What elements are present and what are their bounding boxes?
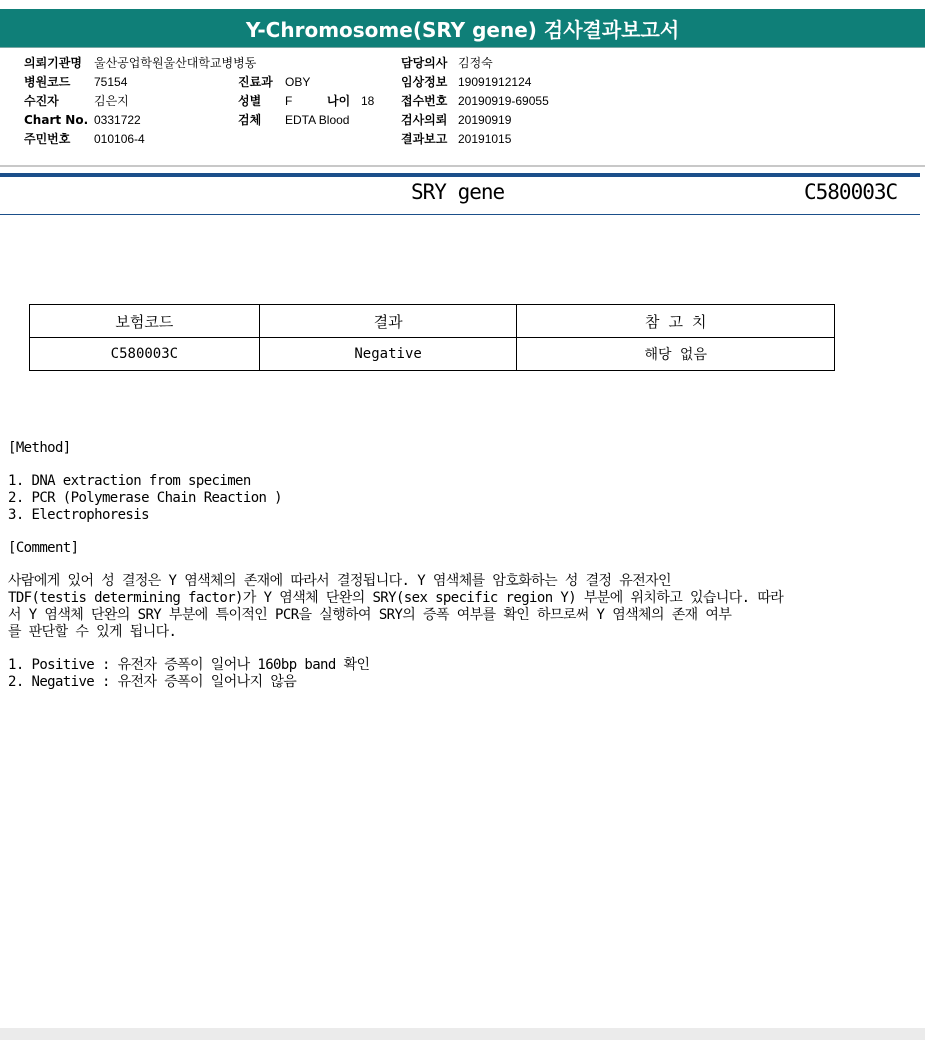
label-chart-no: Chart No. — [24, 113, 89, 127]
method-item: 1. DNA extraction from specimen — [8, 473, 251, 489]
value-chart-no: 0331722 — [94, 113, 141, 127]
patient-info-col3 — [401, 54, 549, 149]
cell-result: Negative — [259, 338, 517, 371]
section-code: C580003C — [804, 180, 898, 204]
section-bottom-rule — [0, 214, 920, 215]
label-sex: 성별 — [238, 94, 262, 108]
label-resident-no: 주민번호 — [24, 132, 71, 146]
value-clinical-info: 19091912124 — [458, 75, 532, 89]
label-hospital-code: 병원코드 — [24, 75, 71, 89]
label-clinical-info: 임상정보 — [401, 75, 448, 89]
method-heading: [Method] — [8, 440, 71, 456]
result-table — [29, 304, 835, 371]
label-receipt-no: 접수번호 — [401, 94, 448, 108]
label-report-date: 결과보고 — [401, 132, 448, 146]
value-resident-no: 010106-4 — [94, 132, 145, 146]
comment-line: 를 판단할 수 있게 됩니다. — [8, 624, 177, 640]
header-reference: 참 고 치 — [517, 305, 835, 338]
label-department: 진료과 — [238, 75, 273, 89]
section-title: SRY gene — [411, 180, 505, 204]
table-row — [30, 338, 835, 371]
label-age: 나이 — [327, 94, 351, 108]
comment-item: 2. Negative : 유전자 증폭이 일어나지 않음 — [8, 674, 297, 690]
comment-line: 서 Y 염색체 단완의 SRY 부분에 특이적인 PCR을 실행하여 SRY의 증폭 여부를 확인 하므로써 Y 염색체의 존재 여부 — [8, 607, 732, 623]
comment-line: 사람에게 있어 성 결정은 Y 염색체의 존재에 따라서 결정됩니다. Y 염색체를 암호화하는 성 결정 유전자인 — [8, 573, 671, 589]
method-item: 3. Electrophoresis — [8, 507, 149, 523]
patient-info-col2 — [238, 73, 374, 130]
label-requesting-institution: 의뢰기관명 — [24, 56, 82, 70]
value-request-date: 20190919 — [458, 113, 512, 127]
title-divider — [0, 47, 925, 48]
label-patient-name: 수진자 — [24, 94, 59, 108]
value-patient-name: 김은지 — [94, 94, 129, 108]
value-physician: 김정숙 — [458, 56, 493, 70]
label-physician: 담당의사 — [401, 56, 448, 70]
value-department: OBY — [285, 75, 311, 89]
value-specimen: EDTA Blood — [285, 113, 350, 127]
value-receipt-no: 20190919-69055 — [458, 94, 549, 108]
patient-info-col1 — [24, 54, 256, 149]
comment-line: TDF(testis determining factor)가 Y 염색체 단완의 SRY(sex specific region Y) 부분에 위치하고 있습니다. 따라 — [8, 590, 784, 606]
label-specimen: 검체 — [238, 113, 262, 127]
cell-reference: 해당 없음 — [517, 338, 835, 371]
method-item: 2. PCR (Polymerase Chain Reaction ) — [8, 490, 283, 506]
header-result: 결과 — [259, 305, 517, 338]
label-request-date: 검사의뢰 — [401, 113, 448, 127]
section-top-rule — [0, 173, 920, 177]
cell-insurance-code: C580003C — [30, 338, 260, 371]
value-sex: F — [285, 94, 293, 108]
comment-heading: [Comment] — [8, 540, 79, 556]
value-report-date: 20191015 — [458, 132, 512, 146]
value-age: 18 — [361, 94, 375, 108]
value-requesting-institution: 울산공업학원울산대학교병병동 — [94, 56, 257, 70]
table-header-row — [30, 305, 835, 338]
header-divider — [0, 165, 925, 167]
report-title: Y-Chromosome(SRY gene) 검사결과보고서 — [0, 9, 925, 47]
header-insurance-code: 보험코드 — [30, 305, 260, 338]
value-hospital-code: 75154 — [94, 75, 128, 89]
footer-bar — [0, 1028, 925, 1040]
comment-item: 1. Positive : 유전자 증폭이 일어나 160bp band 확인 — [8, 657, 370, 673]
